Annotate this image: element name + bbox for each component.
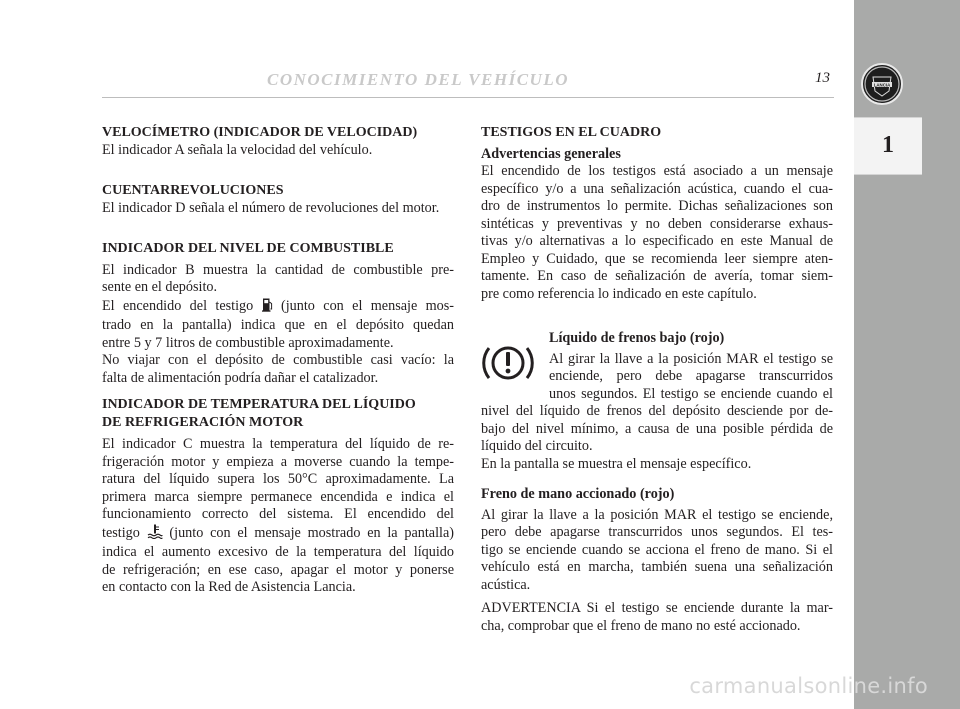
line-text-before-icon: testigo [102, 524, 140, 541]
body-line: El indicador A señala la velocidad del vehículo. [102, 141, 373, 158]
body-line: No viajar con el depósito de combustible casi vacío: la [102, 352, 454, 368]
body-line: El indicador B muestra la cantidad de combustible pre- [102, 261, 454, 278]
lancia-logo-icon [861, 63, 903, 105]
body-line: tivas y/o alternativas a lo especificado en este Manual de [481, 233, 833, 249]
line-text-after-icon: (junto con el mensaje mos- [281, 297, 455, 314]
body-line: funcionamiento correcto del sistema. El encendido del [102, 506, 454, 522]
body-line: de refrigeración; en ese caso, apagar el motor y ponerse [102, 561, 454, 578]
fuel-pump-icon [262, 297, 273, 318]
body-line: entre 5 y 7 litros de combustible aproximadamente. [102, 334, 394, 351]
body-line: El indicador C muestra la temperatura del líquido de re- [102, 436, 454, 452]
section-temperatura [102, 396, 454, 597]
coolant-temperature-icon [147, 524, 163, 545]
line-text-after-icon: (junto con el mensaje mostrado en la pantalla) [169, 524, 455, 541]
section-freno-mano [481, 486, 833, 635]
brake-warning-icon [481, 338, 535, 394]
running-header-title: CONOCIMIENTO DEL VEHÍCULO [267, 70, 569, 89]
section-subheading: Advertencias generales [481, 145, 621, 162]
body-line: ratura del líquido supera los 50°C aproximadamente. La [102, 471, 454, 487]
chapter-side-tab [854, 0, 960, 709]
body-line: tamente. En caso de señalización de avería, tomar siem- [481, 268, 833, 284]
brake-indented-text [549, 330, 833, 403]
body-line: tigo se enciende cuando se acciona el freno de mano. Si el [481, 541, 833, 558]
section-heading: INDICADOR DE TEMPERATURA DEL LÍQUIDO [102, 397, 416, 412]
body-line: sente en el depósito. [102, 279, 218, 295]
section-heading: CUENTARREVOLUCIONES [102, 183, 284, 198]
body-line: En la pantalla se muestra el mensaje específico. [481, 455, 752, 472]
body-line: líquido del circuito. [481, 438, 593, 454]
section-heading: DE REFRIGERACIÓN MOTOR [102, 414, 304, 430]
body-line: sintéticas y preventivas y no deben considerarse exhaus- [481, 215, 833, 232]
section-testigos [481, 124, 833, 303]
body-line: nivel del líquido de frenos del depósito desciende por de- [481, 403, 833, 419]
line-text-before-icon: El encendido del testigo [102, 297, 254, 314]
section-heading: VELOCÍMETRO (INDICADOR DE VELOCIDAD) [102, 125, 418, 140]
body-line: trado en la pantalla) indica que en el depósito quedan [102, 317, 454, 333]
watermark: carmanualsonline.info [689, 674, 928, 698]
section-combustible [102, 240, 454, 387]
body-line: unos segundos. El testigo se enciende cuando el [549, 385, 833, 402]
body-line: específico y/o a una señalización acústica, cuando el cua- [481, 180, 833, 197]
body-line-with-icon [102, 524, 454, 545]
page-number: 13 [815, 70, 830, 86]
section-heading: INDICADOR DEL NIVEL DE COMBUSTIBLE [102, 241, 394, 256]
body-line: indica el aumento excesivo de la temperatura del líquido [102, 544, 454, 560]
warning-line: ADVERTENCIA Si el testigo se enciende durante la mar- [481, 600, 833, 616]
section-velocimetro [102, 124, 454, 159]
section-heading: Líquido de frenos bajo (rojo) [549, 330, 725, 346]
body-line: pero debe apagarse transcurridos unos segundos. El tes- [481, 524, 833, 540]
body-line: vehículo está en marcha, también suena una señalización [481, 559, 833, 575]
body-line-with-icon [102, 297, 454, 318]
chapter-tab-box[interactable] [854, 118, 922, 174]
chapter-number: 1 [882, 132, 894, 158]
body-line: frigeración motor y empieza a moverse cuando la tempe- [102, 453, 454, 470]
body-line: Empleo y Cuidado, que se recomienda leer siempre aten- [481, 250, 833, 267]
body-line: El encendido de los testigos está asociado a un mensaje [481, 163, 833, 179]
body-line: pre como referencia lo indicado en este capítulo. [481, 285, 757, 302]
body-line: Al girar la llave a la posición MAR el testigo se enciende, [481, 506, 833, 523]
body-line: en contacto con la Red de Asistencia Lancia. [102, 579, 356, 595]
body-line: falta de alimentación podría dañar el catalizador. [102, 369, 379, 386]
warning-line: cha, comprobar que el freno de mano no esté accionado. [481, 617, 801, 634]
section-heading: TESTIGOS EN EL CUADRO [481, 125, 662, 140]
lancia-logo-text: LANCIA [873, 82, 891, 88]
body-line: acústica. [481, 576, 531, 593]
body-line: enciende, pero debe apagarse transcurridos [549, 368, 833, 384]
section-heading: Freno de mano accionado (rojo) [481, 486, 675, 502]
body-line: dro de instrumentos lo permite. Dichas señalizaciones son [481, 198, 833, 214]
body-line: Al girar la llave a la posición MAR el testigo se [549, 350, 833, 367]
body-line: El indicador D señala el número de revoluciones del motor. [102, 199, 440, 216]
section-cuentarrevoluciones [102, 182, 454, 217]
header-divider [102, 97, 834, 98]
tab-divider-bottom [854, 174, 922, 175]
body-line: bajo del nivel mínimo, a causa de una posible pérdida de [481, 420, 833, 437]
section-frenos [481, 330, 833, 473]
body-line: primera marca siempre permanece encendida e indica el [102, 488, 454, 505]
